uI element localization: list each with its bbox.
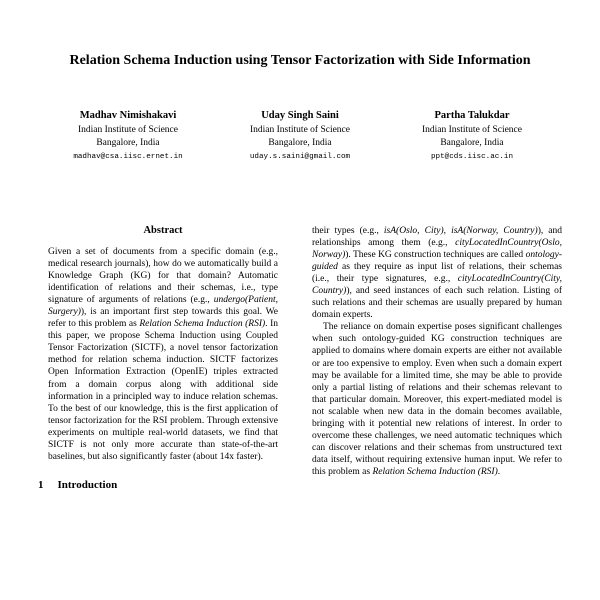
author-affiliation-city: Bangalore, India: [96, 138, 160, 149]
author-affiliation-city: Bangalore, India: [268, 138, 332, 149]
section-number: 1: [38, 478, 44, 491]
author-name: Uday Singh Saini: [261, 110, 339, 122]
section-title: Introduction: [57, 478, 118, 491]
author-email: uday.s.saini@gmail.com: [249, 152, 351, 161]
author-affiliation-institute: Indian Institute of Science: [422, 125, 522, 136]
author-affiliation-institute: Indian Institute of Science: [78, 125, 178, 136]
right-column: [312, 225, 562, 491]
author-block: [214, 108, 386, 160]
abstract-heading: Abstract: [143, 224, 183, 236]
body-paragraph: The reliance on domain expertise poses significant challenges when such ontology-guided KG construction techniques are applied to domains where domain experts are either not available or are too expensive to employ. Even when such a domain expert may be available for a limited time, she may be able to provide only a partial listing of relations and their schemas relevant to that particular domain. Moreover, this expert-mediated model is not scalable when new data in the domain becomes available, bringing with it potential new relations of interest. In order to overcome these challenges, we need automatic techniques which can discover relations and their schemas from unstructured text data itself, without requiring extensive human input. We refer to this problem as Relation Schema Induction (RSI).: [312, 322, 562, 478]
left-column: [38, 225, 288, 491]
author-affiliation-city: Bangalore, India: [440, 138, 504, 149]
paper-title: Relation Schema Induction using Tensor Factorization with Side Information: [69, 53, 531, 68]
author-block: [386, 108, 558, 160]
author-name: Partha Talukdar: [434, 110, 510, 122]
author-name: Madhav Nimishakavi: [79, 110, 177, 122]
author-email: madhav@csa.iisc.ernet.in: [73, 152, 183, 161]
author-block: [42, 108, 214, 160]
authors-row: [38, 108, 562, 160]
abstract-text: Given a set of documents from a specific domain (e.g., medical research journals), how do we automatically build a Knowledge Graph (KG) for that domain? Automatic identification of relations and their schemas, i.e., type signature of arguments of relations (e.g., undergo(Patient, Surgery)), is an important first step towards this goal. We refer to this problem as Relation Schema Induction (RSI). In this paper, we propose Schema Induction using Coupled Tensor Factorization (SICTF), a novel tensor factorization method for relation schema induction. SICTF factorizes Open Information Extraction (OpenIE) triples extracted from a domain corpus along with additional side information in a principled way to induce relation schemas. To the best of our knowledge, this is the first application of tensor factorization for the RSI problem. Through extensive experiments on multiple real-world datasets, we find that SICTF is not only more accurate than state-of-the-art baselines, but also significantly faster (about 14x faster).: [48, 246, 279, 462]
author-email: ppt@cds.iisc.ac.in: [430, 152, 514, 161]
author-affiliation-institute: Indian Institute of Science: [250, 125, 350, 136]
two-column-body: [38, 225, 562, 491]
section-heading-introduction: [38, 479, 288, 491]
body-paragraph: their types (e.g., isA(Oslo, City), isA(Norway, Country)), and relationships among them (e.g., cityLocatedInCountry(Oslo, Norway)). These KG construction techniques are called ontology-guided as they require as input list of relations, their schemas (i.e., their type signatures, e.g., cityLocatedInCountry(City, Country)), and seed instances of each such relation. Listing of such relations and their schemas are usually prepared by human domain experts.: [312, 225, 563, 321]
